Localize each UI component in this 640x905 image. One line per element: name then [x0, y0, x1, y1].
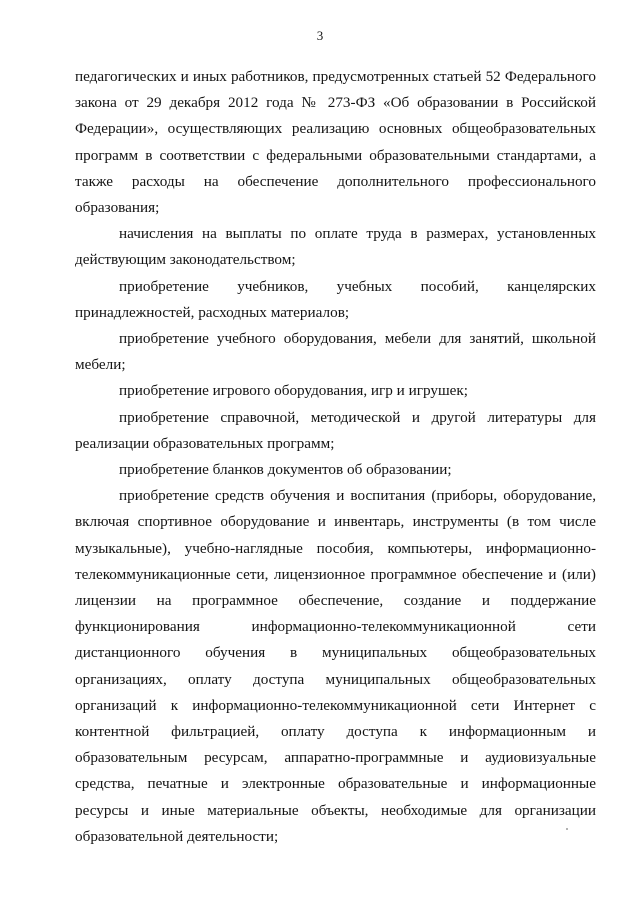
paragraph-textbooks: приобретение учебников, учебных пособий, канцелярских принадлежностей, расходных материалов;: [75, 277, 596, 321]
paragraph-equipment-furniture: приобретение учебного оборудования, мебели для занятий, школьной мебели;: [75, 330, 596, 374]
paragraph-reference-literature: приобретение справочной, методической и другой литературы для реализации образовательных программ;: [75, 408, 596, 452]
scan-artifact-dot: [566, 828, 568, 830]
paragraph-teaching-means: приобретение средств обучения и воспитания (приборы, оборудование, включая спортивное оборудование и инвентарь, инструменты (в том числе музыкальные), учебно-наглядные пособия, компьютеры, информационно-телекоммуникационные сети, лицензионное программное обеспечение и (или) лицензии на программное обеспечение, создание и поддержание функционирования информационно-телекоммуникационной сети дистанционного обучения в муниципальных общеобразовательных организациях, оплату доступа муниципальных общеобразовательных организаций к информационно-телекоммуникационной сети Интернет с контентной фильтрацией, оплату доступа к информационным и образовательным ресурсам, аппаратно-программные и аудиовизуальные средства, печатные и электронные образовательные и информационные ресурсы и иные материальные объекты, необходимые для организации образовательной деятельности;: [75, 487, 596, 845]
page-number: 3: [316, 28, 324, 43]
paragraph-games-toys: приобретение игрового оборудования, игр и игрушек;: [119, 382, 468, 400]
paragraph-document-forms: приобретение бланков документов об образовании;: [119, 461, 452, 479]
paragraph-payroll-charges: начисления на выплаты по оплате труда в размерах, установленных действующим законодательством;: [75, 225, 596, 269]
paragraph-continuation: педагогических и иных работников, предусмотренных статьей 52 Федерального закона от 29 декабря 2012 года № 273-ФЗ «Об образовании в Российской Федерации», осуществляющих реализацию основных общеобразовательных программ в соответствии с федеральными образовательными стандартами, а также расходы на обеспечение дополнительного профессионального образования;: [75, 68, 596, 217]
document-body: [75, 64, 596, 850]
